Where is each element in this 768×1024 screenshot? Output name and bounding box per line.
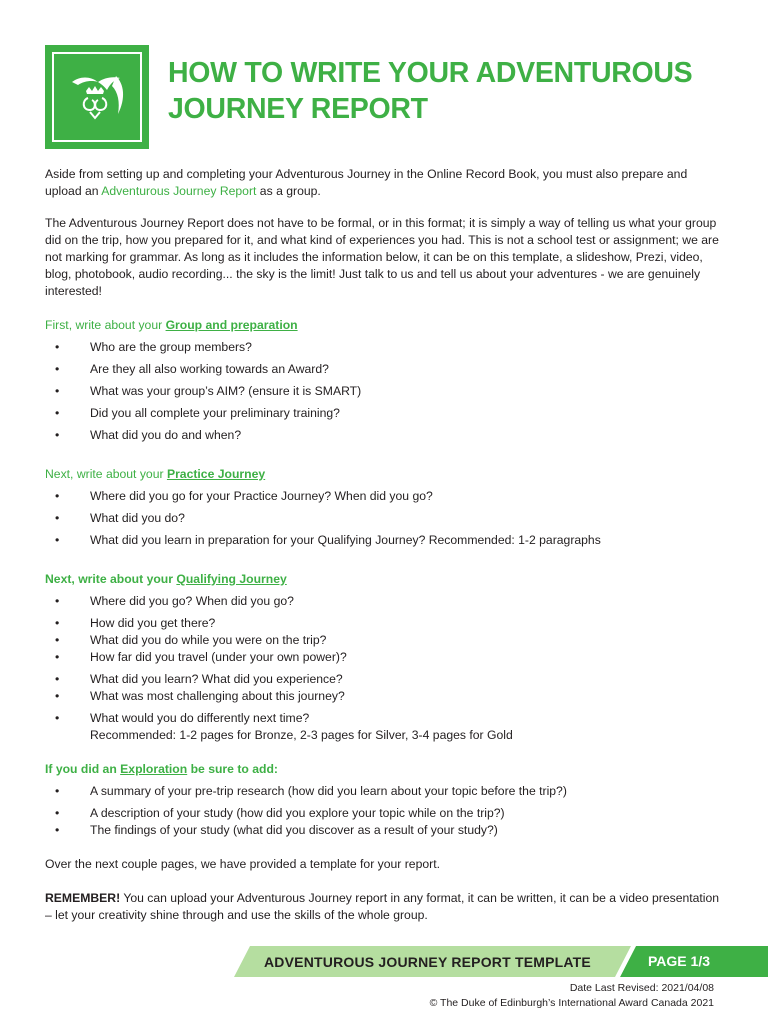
closing-paragraph: Over the next couple pages, we have provided a template for your report. — [45, 857, 440, 871]
list-item-text: What would you do differently next time? — [90, 711, 310, 725]
remember-paragraph — [45, 890, 725, 924]
list-item — [45, 339, 725, 356]
list-item — [45, 510, 725, 527]
report-name-highlight: Adventurous Journey Report — [101, 184, 257, 198]
list-item — [45, 632, 725, 649]
exploration-question-list — [45, 783, 725, 839]
bullet-icon: • — [55, 594, 60, 608]
qualifying-question-list — [45, 593, 725, 744]
list-item-text: How did you get there? — [90, 616, 216, 630]
list-item — [45, 383, 725, 400]
list-item-text: A description of your study (how did you explore your topic while on the trip?) — [90, 806, 505, 820]
bullet-icon: • — [55, 406, 60, 420]
section-heading-prefix: First, write about your — [45, 318, 166, 332]
list-item-text: A summary of your pre-trip research (how did you learn about your topic before the trip?) — [90, 784, 567, 798]
list-item — [45, 361, 725, 378]
copyright-notice: © The Duke of Edinburgh’s International Award Canada 2021 — [429, 997, 714, 1009]
section-heading-prefix: If you did an — [45, 762, 121, 776]
section-heading-topic: Qualifying Journey — [176, 572, 287, 586]
section-heading-suffix: be sure to add: — [187, 762, 278, 776]
bullet-icon: • — [55, 533, 60, 547]
bullet-icon: • — [55, 489, 60, 503]
list-item-text: What did you learn? What did you experience? — [90, 672, 343, 686]
list-item-text: What did you do and when? — [90, 428, 242, 442]
section-heading-topic: Exploration — [120, 762, 188, 776]
list-item — [45, 649, 725, 666]
remember-label: REMEMBER! — [45, 891, 121, 905]
recommendation-text: Recommended: 1-2 pages for Bronze, 2-3 pages for Silver, 3-4 pages for Gold — [90, 728, 513, 742]
page-title-line-1: HOW TO WRITE YOUR ADVENTUROUS — [168, 57, 693, 89]
award-logo — [45, 45, 149, 149]
list-item-text: What did you learn in preparation for your Qualifying Journey? Recommended: 1-2 paragraphs — [90, 533, 601, 547]
list-item — [45, 822, 725, 839]
list-item-text: What was your group’s AIM? (ensure it is SMART) — [90, 384, 362, 398]
list-item-text: Are they all also working towards an Award? — [90, 362, 329, 376]
section-heading-topic: Practice Journey — [166, 467, 266, 481]
bullet-icon: • — [55, 384, 60, 398]
bullet-icon: • — [55, 689, 60, 703]
list-item — [45, 783, 725, 800]
bullet-icon: • — [55, 711, 60, 725]
intro-text-start: Aside from setting up and completing your Adventurous Journey in the Online Record Book, you must also prepare and upload an — [45, 167, 688, 198]
list-item — [45, 427, 725, 444]
list-item — [45, 671, 725, 688]
bullet-icon: • — [55, 650, 60, 664]
duke-of-edinburgh-award-logo-icon — [54, 54, 140, 140]
list-item — [45, 688, 725, 705]
list-item — [45, 532, 725, 549]
intro-paragraph-1 — [45, 166, 725, 200]
list-item-text: Who are the group members? — [90, 340, 252, 354]
list-item-text: The findings of your study (what did you discover as a result of your study?) — [90, 823, 498, 837]
list-item-text: What was most challenging about this journey? — [90, 689, 345, 703]
list-item-text: What did you do? — [90, 511, 185, 525]
section-heading-group — [45, 317, 725, 334]
page-number: PAGE 1/3 — [648, 953, 710, 969]
bullet-icon: • — [55, 616, 60, 630]
section-heading-prefix: Next, write about your — [45, 467, 167, 481]
practice-question-list — [45, 488, 725, 549]
page-title — [168, 55, 728, 127]
bullet-icon: • — [55, 633, 60, 647]
list-item-text: Where did you go? When did you go? — [90, 594, 294, 608]
section-heading-exploration — [45, 761, 725, 778]
section-heading-prefix: Next, write about your — [45, 572, 177, 586]
bullet-icon: • — [55, 784, 60, 798]
list-item — [45, 805, 725, 822]
section-heading-qualifying — [45, 571, 725, 588]
document-body — [45, 166, 725, 924]
intro-paragraph-2: The Adventurous Journey Report does not have to be formal, or in this format; it is simply a way of telling us what your group did on the trip, how you prepared for it, and what kind of experiences you had. This is not a school test or assignment; we are not marking for grammar. As long as it includes the information below, it can be on this template, a slideshow, Prezi, video, blog, photobook, audio recording... the sky is the limit! Just talk to us and tell us about your adventures - we are genuinely interested! — [45, 216, 719, 298]
bullet-icon: • — [55, 362, 60, 376]
section-heading-topic: Group and preparation — [165, 318, 298, 332]
group-question-list — [45, 339, 725, 444]
section-heading-practice — [45, 466, 725, 483]
footer-document-label: ADVENTUROUS JOURNEY REPORT TEMPLATE — [264, 954, 591, 970]
list-item-text: How far did you travel (under your own power)? — [90, 650, 347, 664]
intro-text-end: as a group. — [256, 184, 321, 198]
list-item — [45, 488, 725, 505]
bullet-icon: • — [55, 823, 60, 837]
bullet-icon: • — [55, 806, 60, 820]
list-item-text: Did you all complete your preliminary training? — [90, 406, 340, 420]
remember-text: You can upload your Adventurous Journey report in any format, it can be written, it can be a video presentation – let your creativity shine through and use the skills of the whole group. — [45, 891, 720, 922]
list-item-text: Where did you go for your Practice Journey? When did you go? — [90, 489, 433, 503]
list-item — [45, 615, 725, 632]
bullet-icon: • — [55, 511, 60, 525]
list-item — [45, 710, 725, 744]
footer-meta — [430, 981, 714, 1011]
page-title-line-2: JOURNEY REPORT — [168, 93, 428, 125]
logo-frame — [52, 52, 142, 142]
revision-date: Date Last Revised: 2021/04/08 — [569, 982, 714, 994]
bullet-icon: • — [55, 340, 60, 354]
list-item-text: What did you do while you were on the trip? — [90, 633, 327, 647]
bullet-icon: • — [55, 428, 60, 442]
list-item — [45, 405, 725, 422]
list-item — [45, 593, 725, 610]
bullet-icon: • — [55, 672, 60, 686]
